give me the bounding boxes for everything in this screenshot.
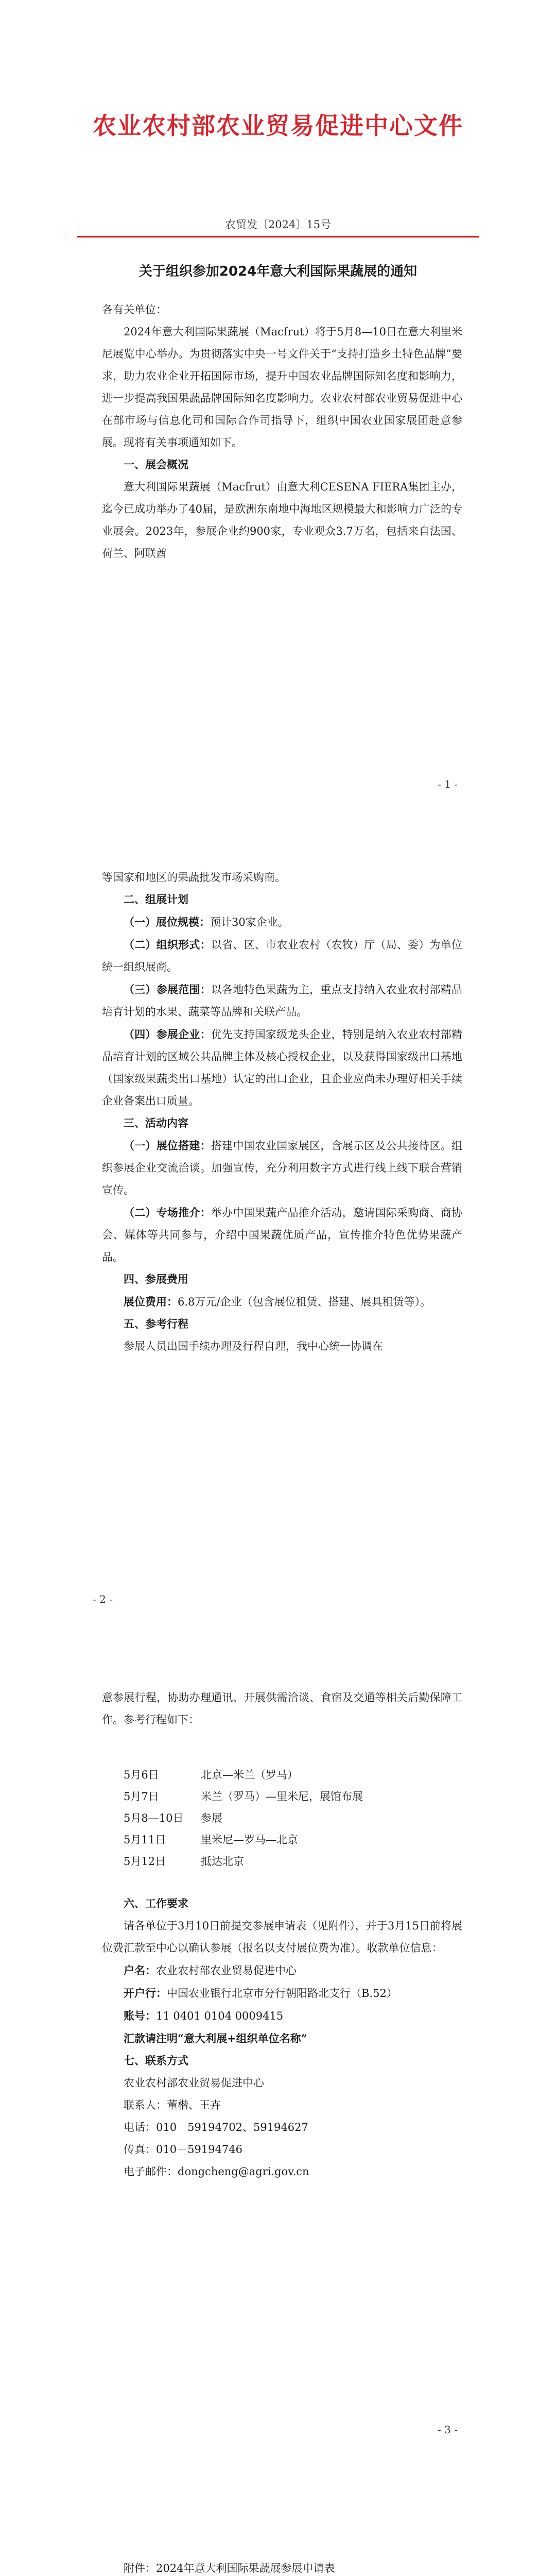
schedule-date: 5月11日 [124,1834,166,1846]
section-heading-7: 七、联系方式 [124,2055,188,2067]
continued-text: 等国家和地区的果蔬批发市场采购商。 [102,871,286,884]
account-number: 账号：11 0401 0104 0009415 [124,2009,284,2022]
document-number: 农贸发〔2024〕15号 [224,218,332,231]
schedule-item: 抵达北京 [201,1855,244,1868]
plan-item-1: （一）展位规模：预计30家企业。 [124,916,289,928]
continued-text: 意参展行程，协助办理通讯、开展供需洽谈、食宿及交通等相关后勤保障工作。参考行程如下： [102,1691,462,1726]
schedule-row [124,1851,363,1872]
schedule-item: 北京—米兰（罗马） [201,1769,298,1781]
page2-body [102,867,462,1358]
trip-text: 参展人员出国手续办理及行程自理，我中心统一协调在 [124,1340,383,1352]
schedule-row [124,1786,363,1807]
notice-title: 关于组织参加2024年意大利国际果蔬展的通知 [138,264,418,279]
page4-body [102,2557,462,2576]
plan-item-2: （二）组织形式：以省、区、市农业农村（农牧）厅（局、委）为单位统一组织展商。 [102,938,463,973]
page1-body [102,299,462,565]
section-heading-3: 三、活动内容 [124,1117,188,1129]
schedule-row [124,1807,363,1829]
section-1-body: 意大利国际果蔬展（Macfrut）由意大利CESENA FIERA集团主办，迄今已成功举办了40届，是欧洲东南地中海地区规模最大和影响力广泛的专业展会。2023年，参展企业约900家，专业观众3.7万名，包括来自法国、荷兰、阿联酋 [102,481,462,560]
page3-intro [102,1687,462,1731]
fee-item: 展位费用：6.8万元/企业（包含展位租赁、搭建、展具租赁等）。 [124,1295,431,1308]
attachment-note: 附件：2024年意大利国际果蔬展参展申请表 [124,2562,335,2574]
remittance-note: 汇款请注明“意大利展+组织单位名称” [124,2032,307,2045]
schedule-item: 里米尼—罗马—北京 [201,1834,298,1846]
contact-email: 电子邮件：dongcheng@agri.gov.cn [124,2165,309,2178]
account-name: 户名：农业农村部农业贸易促进中心 [124,1964,297,1977]
schedule-row [124,1764,363,1786]
contact-phone: 电话：010－59194702、59194627 [124,2121,308,2133]
schedule-row [124,1829,363,1851]
section-heading-1: 一、展会概况 [124,459,188,471]
schedule-date: 5月12日 [124,1855,166,1868]
page3-body [102,1893,462,2183]
schedule-date: 5月7日 [124,1790,159,1803]
contact-fax: 传真：010－59194746 [124,2143,242,2156]
schedule-list [124,1764,363,1872]
schedule-item: 参展 [201,1812,222,1824]
plan-item-3: （三）参展范围：以各地特色果蔬为主，重点支持纳入农业农村部精品培育计划的水果、蔬菜等品牌和关联产品。 [102,983,463,1018]
activity-item-2: （二）专场推介：举办中国果蔬产品推介活动，邀请国际采购商、商协会、媒体等共同参与，介绍中国果蔬优质产品，宣传推介特色优势果蔬产品。 [102,1206,463,1263]
red-divider [77,236,479,238]
page-number: - 1 - [438,778,458,790]
section-heading-4: 四、参展费用 [124,1273,188,1285]
page-3 [0,1656,556,2480]
page-4 [0,2480,556,2576]
page-1 [0,0,556,836]
schedule-item: 米兰（罗马）—里米尼，展馆布展 [201,1790,363,1803]
section-heading-6: 六、工作要求 [124,1897,188,1910]
document-header-title: 农业农村部农业贸易促进中心文件 [93,112,463,140]
intro-paragraph: 2024年意大利国际果蔬展（Macfrut）将于5月8—10日在意大利里米尼展览中心举办。为贯彻落实中央一号文件关于“支持打造乡土特色品牌”要求，助力农业企业开拓国际市场，提升中国农业品牌国际知名度和影响力，进一步提高我国果蔬品牌国际知名度影响力。农业农村部农业贸易促进中心在部市场与信息化司和国际合作司指导下，组织中国农业国家展团赴意参展。现将有关事项通知如下。 [102,326,462,449]
salutation: 各有关单位： [102,303,167,316]
schedule-date: 5月8—10日 [124,1812,184,1824]
schedule-date: 5月6日 [124,1769,159,1781]
plan-item-4: （四）参展企业：优先支持国家级龙头企业，特别是纳入农业农村部精品培育计划的区域公共品牌主体及核心授权企业，以及获得国家级出口基地（国家级果蔬类出口基地）认定的出口企业，且企业应尚未办理好相关手续企业备案出口质量。 [102,1028,463,1107]
section-heading-2: 二、组展计划 [124,893,188,906]
requirements-text: 请各单位于3月10日前提交参展申请表（见附件），并于3月15日前将展位费汇款至中心以确认参展（报名以支付展位费为准）。收款单位信息： [102,1920,462,1954]
page-number: - 2 - [93,1593,113,1605]
bank-name: 开户行：中国农业银行北京市分行朝阳路北支行（B.52） [124,1987,397,1999]
page-2 [0,836,556,1656]
activity-item-1: （一）展位搭建：搭建中国农业国家展区，含展示区及公共接待区。组织参展企业交流洽谈。加强宣传，充分利用数字方式进行线上线下联合营销宣传。 [102,1139,463,1196]
page-number: - 3 - [438,2424,458,2436]
section-heading-5: 五、参考行程 [124,1318,188,1330]
contact-org: 农业农村部农业贸易促进中心 [124,2077,264,2089]
contact-person: 联系人：董楷、王卉 [124,2099,221,2111]
